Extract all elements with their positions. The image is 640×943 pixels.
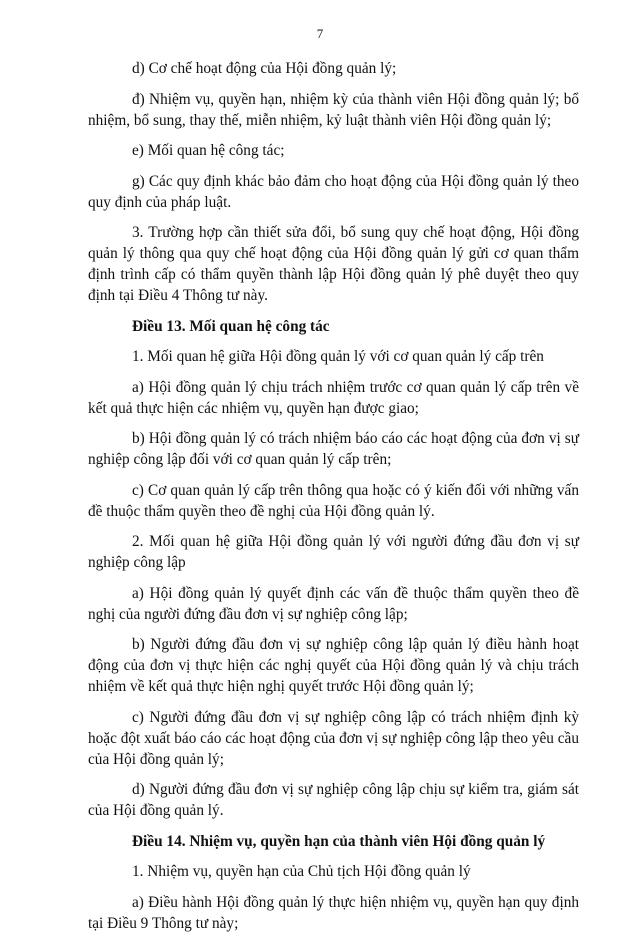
article-13-heading: Điều 13. Mối quan hệ công tác — [132, 317, 330, 335]
article-14-heading: Điều 14. Nhiệm vụ, quyền hạn của thành viên Hội đồng quản lý — [132, 832, 546, 850]
article-13-item-2: 2. Mối quan hệ giữa Hội đồng quản lý với người đứng đầu đơn vị sự nghiệp công lập — [88, 533, 579, 571]
article-14-item-1-a: a) Điều hành Hội đồng quản lý thực hiện nhiệm vụ, quyền hạn quy định tại Điều 9 Thông tư này; — [88, 893, 579, 932]
document-body — [88, 58, 579, 943]
article-13-item-2-b: b) Người đứng đầu đơn vị sự nghiệp công lập quản lý điều hành hoạt động của đơn vị thực hiện các nghị quyết của Hội đồng quản lý và chịu trách nhiệm về kết quả thực hiện nghị quyết trước Hội đồng quản lý; — [88, 636, 579, 695]
article-13-item-2-a: a) Hội đồng quản lý quyết định các vấn đề thuộc thẩm quyền theo đề nghị của người đứng đầu đơn vị sự nghiệp công lập; — [88, 584, 579, 623]
article-13-item-1-b: b) Hội đồng quản lý có trách nhiệm báo cáo các hoạt động của đơn vị sự nghiệp công lập đối với cơ quan quản lý cấp trên; — [88, 430, 579, 468]
clause-e-working-relations: e) Mối quan hệ công tác; — [132, 142, 285, 159]
article-13-item-2-d: d) Người đứng đầu đơn vị sự nghiệp công lập chịu sự kiểm tra, giám sát của Hội đồng quản lý. — [88, 781, 579, 819]
clause-g-other-provisions: g) Các quy định khác bảo đảm cho hoạt động của Hội đồng quản lý theo quy định của pháp luật. — [88, 172, 579, 211]
article-13-item-1: 1. Mối quan hệ giữa Hội đồng quản lý với cơ quan quản lý cấp trên — [132, 348, 544, 365]
article-13-item-2-c: c) Người đứng đầu đơn vị sự nghiệp công lập có trách nhiệm định kỳ hoặc đột xuất báo cáo các hoạt động của đơn vị sự nghiệp công lập theo yêu cầu của Hội đồng quản lý; — [88, 708, 579, 768]
article-13-item-1-a: a) Hội đồng quản lý chịu trách nhiệm trước cơ quan quản lý cấp trên về kết quả thực hiện các nhiệm vụ, quyền hạn được giao; — [88, 378, 579, 417]
clause-dd-member-duties: đ) Nhiệm vụ, quyền hạn, nhiệm kỳ của thành viên Hội đồng quản lý; bổ nhiệm, bổ sung, thay thế, miễn nhiệm, kỷ luật thành viên Hội đồng quản lý; — [88, 90, 579, 129]
page-number: 7 — [316, 26, 324, 41]
item-3-amendment: 3. Trường hợp cần thiết sửa đổi, bổ sung quy chế hoạt động, Hội đồng quản lý thông qua quy chế hoạt động của Hội đồng quản lý gửi cơ quan thẩm định trình cấp có thẩm quyền thành lập Hội đồng quản lý phê duyệt theo quy định tại Điều 4 Thông tư này. — [88, 224, 579, 304]
clause-d-operating-mechanism: d) Cơ chế hoạt động của Hội đồng quản lý; — [132, 60, 397, 77]
article-14-item-1: 1. Nhiệm vụ, quyền hạn của Chủ tịch Hội đồng quản lý — [132, 863, 471, 880]
article-13-item-1-c: c) Cơ quan quản lý cấp trên thông qua hoặc có ý kiến đối với những vấn đề thuộc thẩm quyền theo đề nghị của Hội đồng quản lý. — [88, 481, 579, 520]
